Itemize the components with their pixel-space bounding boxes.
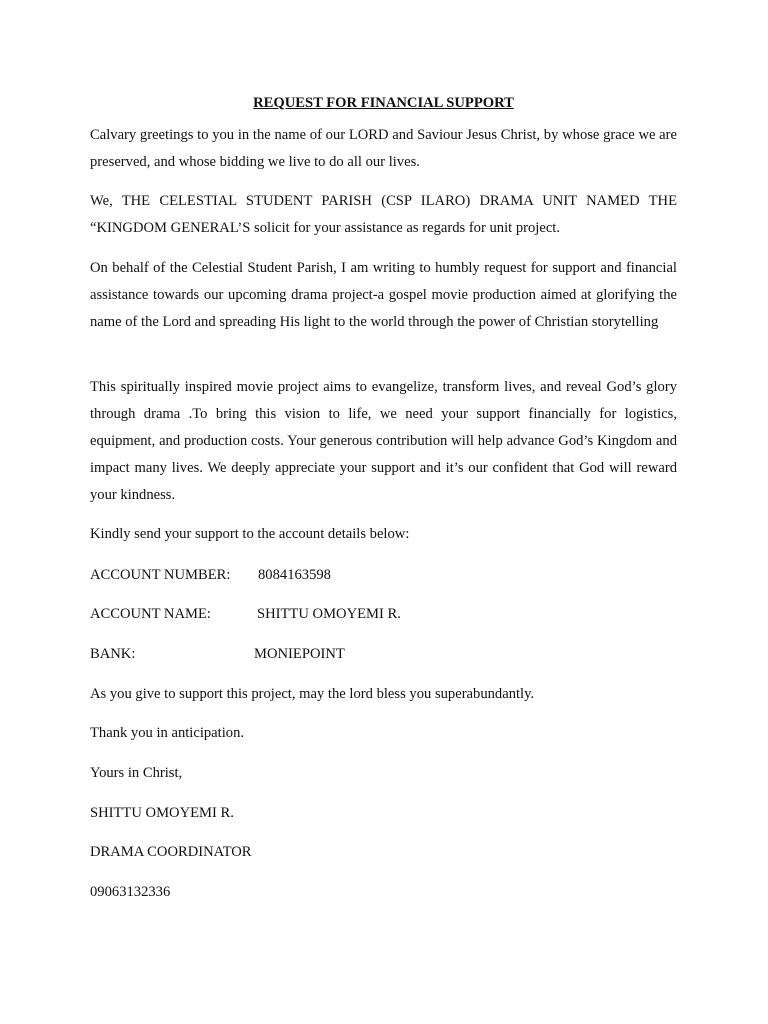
account-number-row <box>90 564 331 586</box>
thanks-line: Thank you in anticipation. <box>90 725 245 741</box>
request-paragraph: On behalf of the Celestial Student Parish, I am writing to humbly request for support and financial assistance towards our upcoming drama project-a gospel movie production aimed at glorifying the name of the Lord and spreading His light to the world through the power of Christian storytelling <box>90 260 677 330</box>
salutation-line: Yours in Christ, <box>90 765 183 781</box>
bank-row <box>90 643 345 665</box>
account-name-value: SHITTU OMOYEMI R. <box>257 606 401 622</box>
instruction-paragraph: Kindly send your support to the account details below: <box>90 526 410 542</box>
signatory-phone: 09063132336 <box>90 884 171 900</box>
signatory-role: DRAMA COORDINATOR <box>90 844 252 860</box>
account-name-row <box>90 603 401 625</box>
greeting-paragraph: Calvary greetings to you in the name of our LORD and Saviour Jesus Christ, by whose grace we are preserved, and whose bidding we live to do all our lives. <box>90 127 677 170</box>
blessing-line: As you give to support this project, may the lord bless you superabundantly. <box>90 686 535 702</box>
account-name-label: ACCOUNT NAME: <box>90 606 211 622</box>
account-number-value: 8084163598 <box>258 567 331 583</box>
account-number-label: ACCOUNT NUMBER: <box>90 567 231 583</box>
signatory-name: SHITTU OMOYEMI R. <box>90 805 234 821</box>
project-paragraph: This spiritually inspired movie project aims to evangelize, transform lives, and reveal God’s glory through drama .To bring this vision to life, we need your support financially for logistics, equipment, and production costs. Your generous contribution will help advance God’s Kingdom and impact many lives. We deeply appreciate your support and it’s our confident that God will reward your kindness. <box>90 379 677 503</box>
bank-value: MONIEPOINT <box>254 646 345 662</box>
introduction-paragraph: We, THE CELESTIAL STUDENT PARISH (CSP ILARO) DRAMA UNIT NAMED THE “KINGDOM GENERAL’S solicit for your assistance as regards for unit project. <box>90 193 677 236</box>
letter-title: REQUEST FOR FINANCIAL SUPPORT <box>253 95 514 111</box>
bank-label: BANK: <box>90 646 136 662</box>
